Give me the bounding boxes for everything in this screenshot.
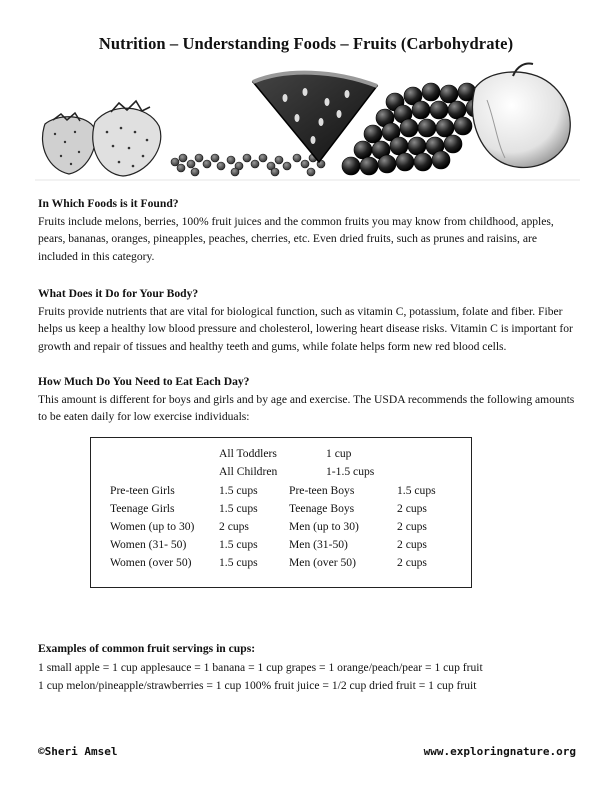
- serving-examples: [38, 641, 578, 696]
- examples-line: 1 small apple = 1 cup applesauce = 1 banana = 1 cup grapes = 1 orange/peach/pear = 1 cup fruit: [38, 661, 483, 674]
- male-group-label: Teenage Boys: [289, 502, 355, 515]
- section-body: Fruits provide nutrients that are vital for biological function, such as vitamin C, potassium, folate and fiber. Fiber helps us keep a healthy low blood pressure and cholesterol, lowering heart disease risks. Vitamin C is important for growth and repair of tissues and healthy teeth and gums, while folate helps form new red blood cells.: [38, 304, 573, 353]
- female-group-label: Teenage Girls: [110, 502, 175, 515]
- male-amount: 2 cups: [397, 502, 427, 515]
- male-amount: 1.5 cups: [397, 484, 436, 497]
- strawberry-icon: [42, 101, 160, 176]
- group-label: All Children: [219, 465, 278, 478]
- section-body-benefits: [38, 285, 578, 355]
- amount-value: 1-1.5 cups: [326, 465, 375, 478]
- page-title: Nutrition – Understanding Foods – Fruits (Carbohydrate): [98, 34, 514, 53]
- female-amount: 2 cups: [219, 520, 249, 533]
- female-group-label: Women (up to 30): [110, 520, 195, 533]
- female-group-label: Women (over 50): [110, 556, 192, 569]
- female-amount: 1.5 cups: [219, 538, 258, 551]
- section-where-found: [38, 195, 578, 265]
- male-group-label: Men (up to 30): [289, 520, 359, 533]
- male-group-label: Pre-teen Boys: [289, 484, 355, 497]
- fruit-illustration: [35, 62, 580, 187]
- male-amount: 2 cups: [397, 520, 427, 533]
- section-body: This amount is different for boys and girls and by age and exercise. The USDA recommends the following amounts to be eaten daily for low exercise individuals:: [38, 392, 575, 424]
- daily-amount-table: [90, 437, 472, 588]
- female-amount: 1.5 cups: [219, 484, 258, 497]
- female-group-label: Women (31- 50): [110, 538, 187, 551]
- male-amount: 2 cups: [397, 538, 427, 551]
- male-group-label: Men (over 50): [289, 556, 356, 569]
- website-link[interactable]: www.exploringnature.org: [423, 745, 576, 758]
- raspberry-icon: [171, 154, 325, 176]
- copyright-notice: ©Sheri Amsel: [38, 745, 118, 758]
- quince-icon: [473, 64, 571, 168]
- section-daily-amount: [38, 373, 578, 426]
- section-heading: What Does it Do for Your Body?: [38, 287, 199, 300]
- female-group-label: Pre-teen Girls: [110, 484, 175, 497]
- male-group-label: Men (31-50): [289, 538, 348, 551]
- female-amount: 1.5 cups: [219, 502, 258, 515]
- group-label: All Toddlers: [219, 447, 277, 460]
- section-heading: In Which Foods is it Found?: [38, 197, 179, 210]
- amount-value: 1 cup: [326, 447, 352, 460]
- female-amount: 1.5 cups: [219, 556, 258, 569]
- examples-heading: Examples of common fruit servings in cups:: [38, 642, 256, 655]
- section-heading: How Much Do You Need to Eat Each Day?: [38, 375, 250, 388]
- examples-line: 1 cup melon/pineapple/strawberries = 1 cup 100% fruit juice = 1/2 cup dried fruit = 1 cup fruit: [38, 679, 477, 692]
- section-body: Fruits include melons, berries, 100% fruit juices and the common fruits you may know from childhood, apples, pears, bananas, oranges, pineapples, peaches, cherries, etc. Even dried fruits, such as prunes and raisins, are included in this category.: [38, 214, 554, 263]
- male-amount: 2 cups: [397, 556, 427, 569]
